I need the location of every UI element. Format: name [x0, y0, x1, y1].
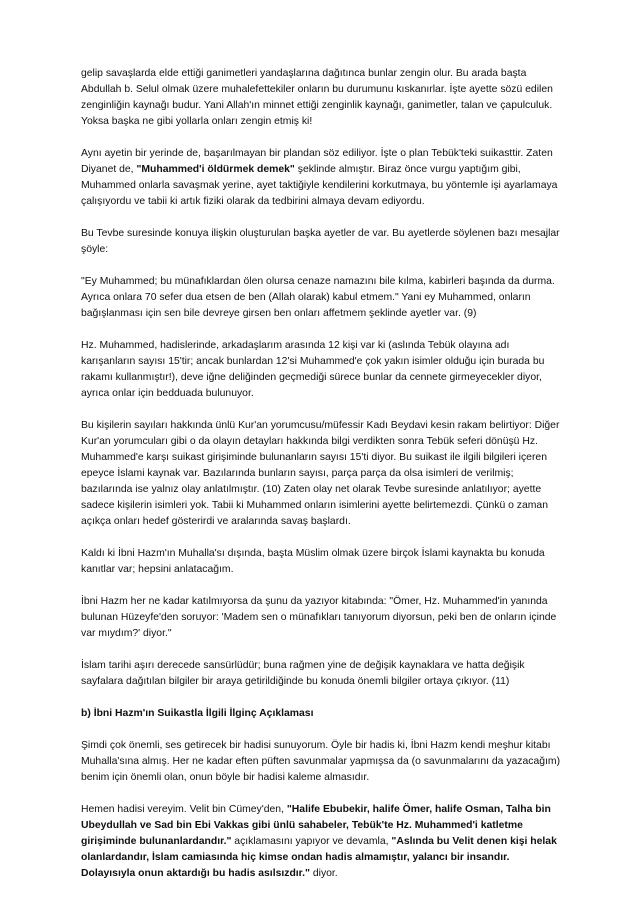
- text-run: İbni Hazm her ne kadar katılmıyorsa da şunu da yazıyor kitabında: "Ömer, Hz. Muhammed'in yanında bulunan Hüzeyfe'den soruyor: 'Madem sen o münafıkları tanıyorum diyorsun, peki ben de onların içinde var mıydım?' diyor.": [81, 596, 557, 639]
- section-heading: [81, 706, 561, 722]
- document-page: [81, 66, 561, 898]
- paragraph: [81, 418, 561, 530]
- text-run: Hz. Muhammed, hadislerinde, arkadaşlarım arasında 12 kişi var ki (aslında Tebük olayına adı karışanların sayısı 15'tir; ancak bunlardan 12'si Muhammed'e çok yakın isimler olduğu için burada bu rakamı kullanmıştır!), deve iğne deliğinden geçmediği sürece bunlar da cennete girmeyecekler diyor, ayrıca onlar için bedduada bulunuyor.: [81, 340, 545, 399]
- text-run: Şimdi çok önemli, ses getirecek bir hadisi sunuyorum. Öyle bir hadis ki, İbni Hazm kendi meşhur kitabı Muhalla'sına almış. Her ne kadar eften püften savunmalar yapmışsa da (o savunmalarını da yazacağım) benim için önemli olan, onun böyle bir hadisi kaleme almasıdır.: [81, 740, 561, 783]
- text-run: diyor.: [309, 868, 338, 879]
- paragraph: [81, 338, 561, 402]
- text-run: Hemen hadisi vereyim. Velit bin Cümey'den,: [81, 804, 287, 815]
- text-run: İslam tarihi aşırı derecede sansürlüdür; buna rağmen yine de değişik kaynaklara ve hatta değişik sayfalara dağıtılan bilgiler bir araya getirildiğinde bu konuda önemli bilgiler ortaya çıkıyor. (11): [81, 660, 525, 687]
- paragraph: [81, 274, 561, 322]
- text-run: Aynı ayetin bir yerinde de, başarılmayan bir plandan söz ediliyor. İşte o plan Tebük'teki suikasttir. Zaten Diyanet de,: [81, 148, 553, 175]
- paragraph: [81, 146, 561, 210]
- paragraph: [81, 594, 561, 642]
- paragraph: [81, 66, 561, 130]
- text-run: gelip savaşlarda elde ettiği ganimetleri yandaşlarına dağıtınca bunlar zengin olur. Bu arada başta Abdullah b. Selul olmak üzere muhalefettekiler onların bu durumunu kıskanırlar. İşte ayette sözü edilen zenginliğin kaynağı budur. Yani Allah'ın minnet ettiği zenginlik kaynağı, ganimetler, talan ve çapulculuk. Yoksa başka ne gibi yollarla onları zengin etmiş ki!: [81, 68, 553, 127]
- paragraph: [81, 658, 561, 690]
- text-run: "Ey Muhammed; bu münafıklardan ölen olursa cenaze namazını bile kılma, kabirleri başında da durma. Ayrıca onlara 70 sefer dua etsen de ben (Allah olarak) kabul etmem." Yani ey Muhammed, onların bağışlanması için sen bile devreye girsen ben onları affetmem şeklinde ayetler var. (9): [81, 276, 555, 319]
- bold-quote: "Aslında bu Velit denen kişi helak olanlardandır, İslam camiasında hiç kimse ondan hadis almamıştır, yalancı bir insandır. Dolayısıyla onun aktardığı bu hadis asılsızdır.": [81, 836, 557, 879]
- text-run: açıklamasını yapıyor ve devamla,: [231, 836, 392, 847]
- paragraph: [81, 738, 561, 786]
- bold-quote: "Halife Ebubekir, halife Ömer, halife Osman, Talha bin Ubeydullah ve Sad bin Ebi Vakkas gibi ünlü sahabeler, Tebük'te Hz. Muhammed'i katletme girişiminde bulunanlardandır.": [81, 804, 551, 847]
- bold-quote: "Muhammed'i öldürmek demek": [136, 164, 295, 175]
- text-run: şeklinde almıştır. Biraz önce vurgu yaptığım gibi, Muhammed onlarla savaşmak yerine, ayet taktiğiyle kendilerini korkutmaya, bu yöntemle işi ayarlamaya çalışıyordu ve tabii ki artık fiziki olarak da tedbirini almaya devam ediyordu.: [81, 164, 558, 207]
- text-run: Bu kişilerin sayıları hakkında ünlü Kur'an yorumcusu/müfessir Kadı Beydavi kesin rakam belirtiyor: Diğer Kur'an yorumcuları gibi o da olayın detayları hakkında bilgi verdikten sonra Tebük seferi dönüşü Hz. Muhammed'e karşı suikast girişiminde bulunanların sayısı 15'ti diyor. Bu suikast ile ilgili bilgileri içeren epeyce İslami kaynak var. Bazılarında bunların sayısı, parça parça da olsa isimleri de verilmiş; bazılarında ise yalnız olay anlatılmıştır. (10) Zaten olay net olarak Tevbe suresinde anlatılıyor; ayette sadece kişilerin isimleri yok. Tabii ki Muhammed onların isimlerini ayette belirtemezdi. Çünkü o zaman açıkça onları hedef gösterirdi ve aralarında savaş başlardı.: [81, 420, 560, 527]
- paragraph: [81, 226, 561, 258]
- text-run: b) İbni Hazm'ın Suikastla İlgili İlginç Açıklaması: [81, 708, 314, 719]
- text-run: Kaldı ki İbni Hazm'ın Muhalla'sı dışında, başta Müslim olmak üzere birçok İslami kaynakta bu konuda kanıtlar var; hepsini anlatacağım.: [81, 548, 545, 575]
- text-run: Bu Tevbe suresinde konuya ilişkin oluşturulan başka ayetler de var. Bu ayetlerde söylenen bazı mesajlar şöyle:: [81, 228, 560, 255]
- paragraph: [81, 802, 561, 882]
- paragraph: [81, 546, 561, 578]
